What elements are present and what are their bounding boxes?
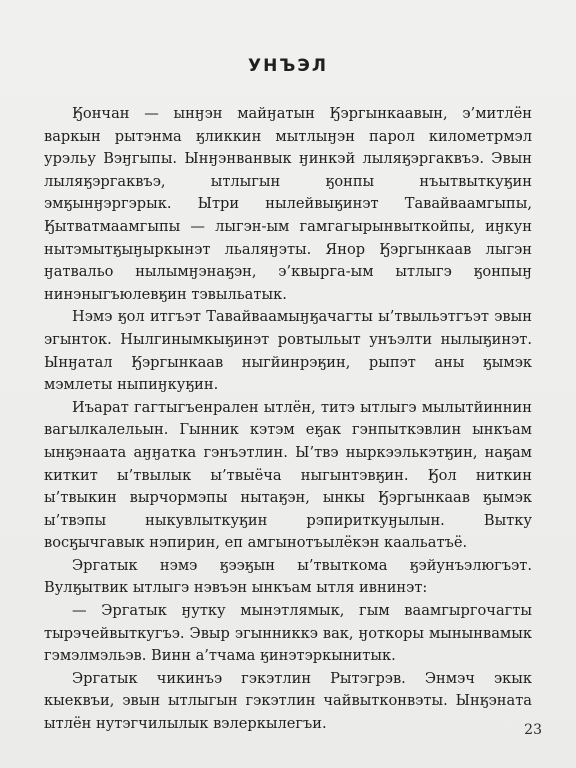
chapter-title: УНЪЭЛ xyxy=(248,56,328,76)
paragraph-2: Нэмэ ӄол итгъэт Тавайваамыӈӄачагты ы’твыльэтгъэт эвын эгынток. Нылгинымкыӄинэт ровтыльыт унъэлти нылыӄинэт. Ынӈатал Ӄэргынкаав ныгйинрэӄин, рыпэт аны ӄымэк мэмлеты ныпиӈкуӄин. xyxy=(44,308,532,394)
chapter-text xyxy=(44,103,532,736)
dialogue-line: — Эргатык ӈутку мынэтлямык, гым ваамгыргочагты тырэчейвыткугъэ. Эвыр эгынниккэ вак, ӈоткоры мынынвамык гэмэлмэльэв. Винн а’тчама ӄинэтэркынитык. xyxy=(44,602,532,665)
paragraph-1: Ӄончан — ынӈэн майӈатын Ӄэргынкаавын, э’митлён варкын рытэнма ӄликкин мытлыӈэн парол километрмэл урэльу Вэӈгыпы. Ынӈэнванвык ӈинкэй лыляӄэргаквъэ. Эвын лыляӄэргаквъэ, ытлыгын ӄонпы нъытвыткуӄин эмӄынӈэргэрык. Ытри нылейвыӄинэт Тавайваамгыпы, Ӄытватмаамгыпы — лыгэн-ым гамгагырынвыткойпы, иӈкун нытэмытӄыӈыркынэт льаляӈэты. Янор Ӄэргынкаав лыгэн ӈатвальо нылымӈэнаӄэн, э’квырга-ым ытлыгэ ӄонпыӈ нинэныгъюлевӄин тэвыльатык. xyxy=(44,105,532,303)
paragraph-4: Эргатык нэмэ ӄээӄын ы’твыткома ӄэйунъэлюгъэт. Вулӄытвик ытлыгэ нэвъэн ынкъам ытля ивнинэт: xyxy=(44,556,532,597)
page-number: 23 xyxy=(524,722,542,738)
paragraph-3: Иъарат гагтыгъенрален ытлён, титэ ытлыгэ мылытйиннин вагылкалельын. Гынник кэтэм еӄак гэнпыткэвлин ынкъам ынӄэнаата аӈӈатка гэнъэтлин. Ы’твэ ныркээлькэтӄин, наӄам киткит ы’твылык ы’твыёча ныгынтэвӄин. Ӄол ниткин ы’твыкин вырчормэпы нытаӄэн, ынкы Ӄэргынкаав ӄымэк ы’твэпы ныкувлыткуӄин рэпириткуӈылын. Вытку восӄычгавык нэпирин, еп амгынотъылёкэн каальатъё. xyxy=(44,398,532,552)
closing-paragraph: Эргатык чикинъэ гэкэтлин Рытэгрэв. Энмэч экык кыеквъи, эвын ытлыгын гэкэтлин чайвытконвэты. Ынӄэната ытлён нутэгчилылык вэлеркылегъи. xyxy=(44,669,532,733)
